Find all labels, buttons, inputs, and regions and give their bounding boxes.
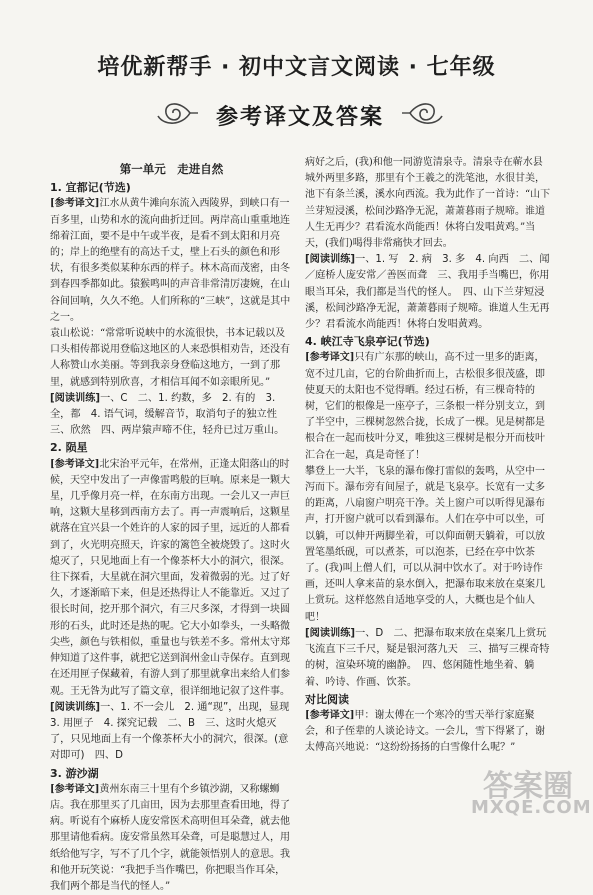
translation-text: 黄州东南三十里有个乡镇沙湖，又称螺蛳店。我在那里买了几亩田，因为去那里查看田地，得了病。听说有个麻桥人庞安常医术高明但耳朵聋，就去他那里请他看病。庞安常虽然耳朵聋，可是聪慧过人，用纸给他写字，写不了几个字，就能领悟别人的意思。我和他开玩笑说：“我把手当作嘴巴，你把眼当作耳朵，我们两个都是当代的怪人。” xyxy=(50,783,290,892)
translation-yidu xyxy=(50,196,293,326)
answers-tag: [阅读训练] xyxy=(305,627,356,639)
section-heading-comparison: 对比阅读 xyxy=(305,692,349,706)
watermark-logo xyxy=(465,761,592,819)
answers-text: 一、C 二、1. 约数，多 2. 有的 3. 全，都 4. 语气词，缓解音节，取消句子的独立性 三、欣然 四、两岸猿声啼不住，轻舟已过万重山。 xyxy=(50,392,288,437)
section-heading-feiquan: 4. 峡江寺飞泉亭记(节选) xyxy=(305,335,430,349)
translation-shahu-2: 病好之后，(我)和他一同游览清泉寺。清泉寺在蕲水县城外两里多路，那里有个王羲之的洗笔池，水很甘美，池下有条兰溪，溪水向西流。我为此作了一首诗：“山下兰芽短浸溪，松间沙路净无泥，萧萧暮雨子规啼。谁道人生无再少？君看流水尚能西！休将白发唱黄鸡。”当天，(我们)喝得非常痛快才回去。 xyxy=(305,157,551,250)
section-heading-shahu: 3. 游沙湖 xyxy=(50,766,99,780)
translation-tag: [参考译文] xyxy=(305,709,355,721)
left-column xyxy=(50,155,300,892)
unit-heading: 第一单元 走进自然 xyxy=(119,162,224,176)
section-heading-meteor: 2. 陨星 xyxy=(50,441,88,455)
translation-meteor xyxy=(50,457,293,700)
watermark-url: MXQE.COM xyxy=(471,797,592,818)
answers-text: 一、D 二、把瀑布取来放在桌案几上赏玩 飞流直下三千尺，疑是银河落九天 三、描写三棵奇特的树，渲染环境的幽静。 四、悠闲随性地坐着、躺着、吟诗、作画、饮茶。 xyxy=(305,627,557,688)
answers-yidu xyxy=(50,391,293,440)
answers-feiquan xyxy=(305,626,557,691)
answers-tag: [阅读训练] xyxy=(50,392,101,404)
answers-tag: [阅读训练] xyxy=(305,254,356,266)
section-heading-yidu: 1. 宜都记(节选) xyxy=(50,181,131,195)
answers-text: 一、1. 不一会儿 2. 通“现”，出现，显现 3. 用匣子 4. 探究记载 二、B 三、这时火熄灭了，只见地面上有一个像茶杯大小的洞穴，很深。(意对即可) 四、D xyxy=(50,701,300,762)
translation-shahu xyxy=(50,782,293,895)
watermark-text: 答案圈 xyxy=(483,769,573,804)
translation-feiquan xyxy=(305,350,552,463)
answers-shahu xyxy=(305,252,552,333)
answers-banner-title: 参考译文及答案 xyxy=(215,105,384,130)
translation-tag: [参考译文] xyxy=(50,198,100,210)
right-column xyxy=(305,155,557,811)
translation-feiquan-2: 攀登上一大半，飞泉的瀑布像打雷似的轰鸣，从空中一泻而下。瀑布旁有间屋子，就是飞泉亭。长宽有一丈多的距离，八扇窗户明亮干净。关上窗户可以听得见瀑布声，打开窗户就可以看到瀑布。人们在亭中可以坐，可以躺，可以伸开两脚坐着，可以仰面朝天躺着，可以放置笔墨纸砚，可以煮茶，可以泡茶，已经在亭中饮茶了。(我)叫上僧人们，可以从洞中饮水了。对于吟诗作画，还叫人拿来苗的泉水倒入，把瀑布取来放在桌案几上赏玩。这样悠然自适地享受的人，大概也是个仙人吧！ xyxy=(305,465,545,623)
translation-text: 江水从黄牛滩向东流入西陵界，到峡口有一百多里，山势和水的流向曲折迂回。两岸高山重重地连绵着江面，要不是中午或半夜，是看不到太阳和月亮的；岸上的绝壁有的高达千丈，壁上石头的颜色和形状，有很多类似某种东西的样子。林木高而茂密，由冬到春四季都如此。猿猴鸣叫的声音非常清厉凄婉，在山谷间回响，久久不绝。人们所称的“三峡”，这就是其中之一。 xyxy=(50,198,291,323)
book-title: 培优新帮手 · 初中文言文阅读 · 七年级 xyxy=(97,55,496,80)
translation-text: 甲：谢太傅在一个寒冷的雪天举行家庭聚会，和子侄辈的人谈论诗文。一会儿，雪下得紧了，谢太傅高兴地说：“这纷纷扬扬的白雪像什么呢？” xyxy=(305,709,545,754)
translation-tag: [参考译文] xyxy=(50,458,100,470)
translation-text: 北宋治平元年，在常州，正逢太阳落山的时候，天空中发出了一声像雷鸣般的巨响。原来是一颗大星，几乎像月亮一样，在东南方出现。一会儿又一声巨响，这颗大星移到西南方去了。再一声震响后，这颗星就落在宜兴县一个姓许的人家的园子里，远近的人都看到了，火光明亮照天，许家的篱笆全被烧毁了。这时火熄灭了，只见地面上有一个像茶杯大小的洞穴，很深。往下探看，大星就在洞穴里面，发着微弱的光。过了好久，才逐渐暗下来，但是还热得让人不能靠近。又过了很长时间，挖开那个洞穴，有三尺多深，才得到一块圆形的石头，此时还是热的呢。它大小如拳头，一头略微尖些，颜色与铁相似，重量也与铁差不多。常州太守郑伸知道了这件事，就把它送到润州金山寺保存。直到现在还用匣子保藏着，有游人到了那里就拿出来给人们参观。王无咎为此写了篇文章，很详细地记叙了这件事。 xyxy=(50,458,290,697)
translation-tag: [参考译文] xyxy=(50,783,100,795)
answers-tag: [阅读训练] xyxy=(50,701,101,713)
answers-meteor xyxy=(50,700,300,765)
title-banner xyxy=(150,92,450,134)
translation-text: 只有广东那的峡山，高不过一里多的距离，宽不过几亩，它的台阶曲折而上，古松很多很茂盛，即使夏天的太阳也不觉得晒。经过石桥，有三棵奇特的树，它们的根像是一座亭子，三条根一样分别支立，到了半空中，三棵树忽然合拢，长成了一棵。见是树都是根合在一起而枝叶分叉，唯独这三棵树是根分开而枝叶汇合在一起，真是奇怪了！ xyxy=(305,352,545,461)
translation-yidu-2: 袁山松说：“常常听说峡中的水流很快，书本记载以及口头相传都说用登临这地区的人来恐惧相劝告，还没有人称赞山水美丽。等到我亲身登临这地方，一到了那里，就感到特别欣喜，才相信耳闻不如亲眼所见。” xyxy=(50,328,290,388)
answers-text: 一、1. 写 2. 病 3. 多 4. 向西 二、闻／庭桥人庞安常／善医而聋 三、我用手当嘴巴，你用眼当耳朵，我们都是当代的怪人。 四、山下兰芽短浸溪，松间沙路净无泥，萧萧暮雨子规啼。谁道人生无再少？君看流水尚能西！休将白发唱黄鸡。 xyxy=(305,254,550,331)
translation-tag: [参考译文] xyxy=(305,352,355,364)
translation-comparison xyxy=(305,708,552,757)
